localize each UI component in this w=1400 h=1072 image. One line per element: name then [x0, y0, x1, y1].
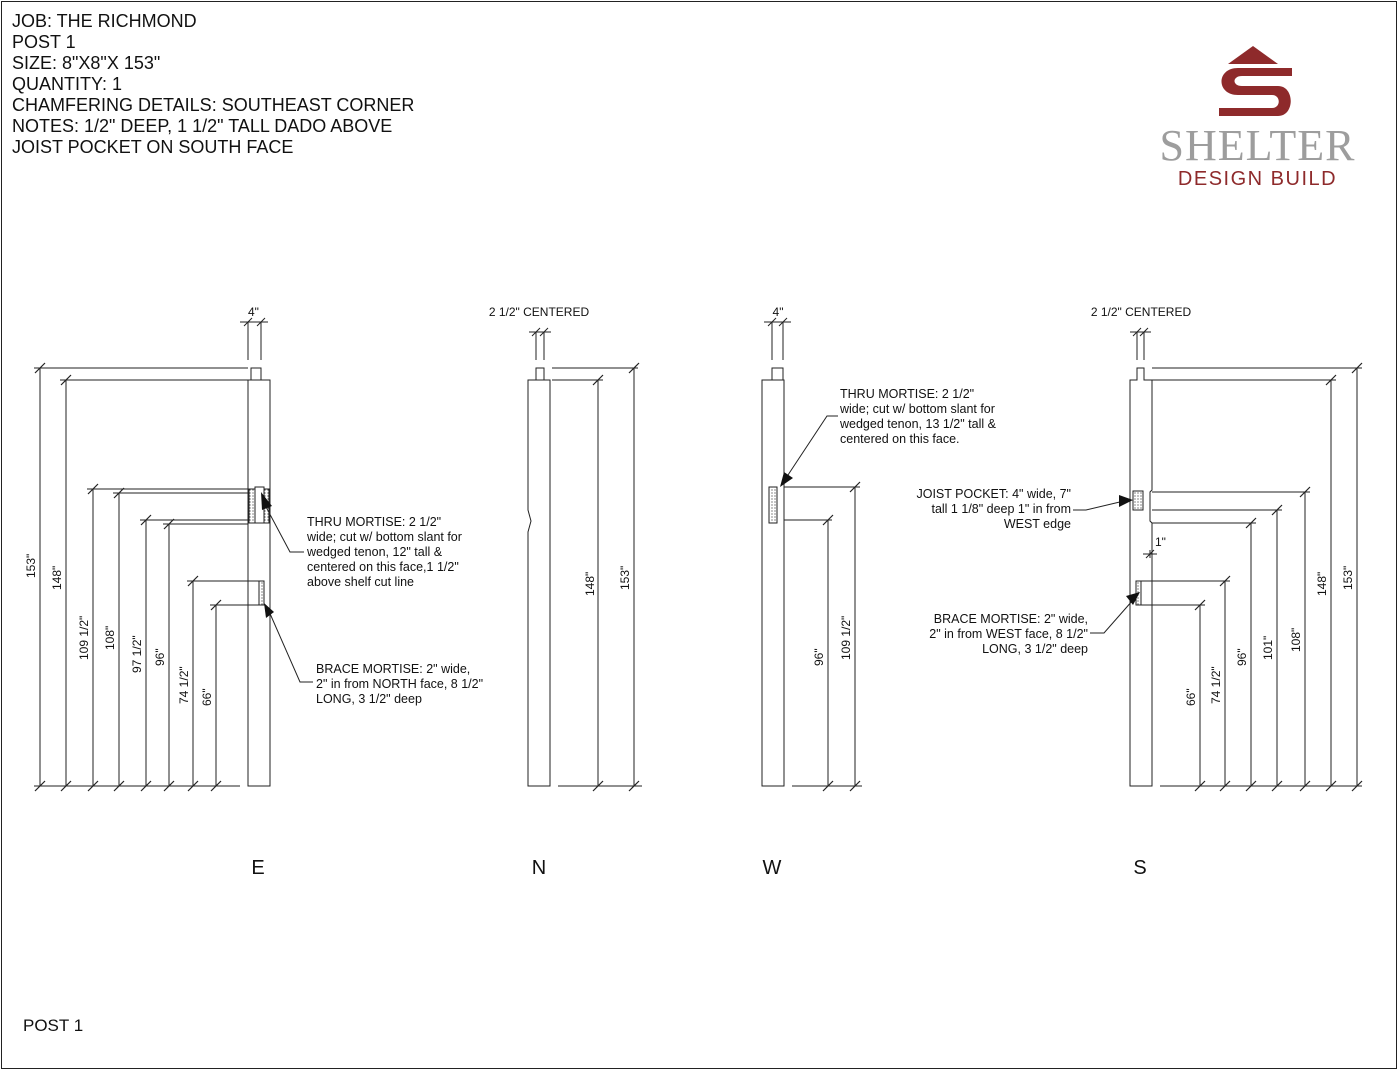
post-size: SIZE: 8"X8"X 153" — [12, 53, 161, 73]
west-post-tenon — [772, 368, 783, 380]
east-dim-148: 148" — [50, 565, 64, 590]
east-top-dim: 4" — [248, 305, 259, 319]
notes-line-1: NOTES: 1/2" DEEP, 1 1/2" TALL DADO ABOVE — [12, 116, 393, 136]
svg-text:LONG, 3 1/2" deep: LONG, 3 1/2" deep — [316, 692, 422, 706]
east-dim-108: 108" — [103, 625, 117, 650]
svg-text:centered on this face.: centered on this face. — [840, 432, 960, 446]
south-dim-96: 96" — [1235, 648, 1249, 666]
svg-text:JOIST POCKET: 4" wide, 7": JOIST POCKET: 4" wide, 7" — [916, 487, 1071, 501]
svg-text:WEST edge: WEST edge — [1003, 517, 1071, 531]
svg-text:wide; cut w/ bottom slant for: wide; cut w/ bottom slant for — [840, 402, 995, 416]
south-dim-66: 66" — [1184, 688, 1198, 706]
north-post-tenon — [536, 368, 544, 380]
view-east — [34, 318, 313, 791]
south-top-dim: 2 1/2" CENTERED — [1090, 305, 1192, 319]
north-dim-153: 153" — [618, 565, 632, 590]
south-joist-pocket — [1133, 491, 1143, 510]
south-dim-1: 1" — [1155, 535, 1166, 549]
chamfer-details: CHAMFERING DETAILS: SOUTHEAST CORNER — [12, 95, 415, 115]
west-note-thru-mortise — [839, 387, 997, 446]
logo-subtitle: DESIGN BUILD — [1177, 168, 1338, 190]
east-post-tenon — [251, 368, 261, 380]
east-note-thru-mortise — [306, 515, 462, 589]
east-dim-97-5: 97 1/2" — [130, 635, 144, 673]
west-dim-labels — [812, 616, 853, 666]
south-dim-153: 153" — [1341, 565, 1355, 590]
svg-text:BRACE MORTISE: 2" wide,: BRACE MORTISE: 2" wide, — [316, 662, 471, 676]
footer-post-label: POST 1 — [23, 1016, 84, 1035]
view-label-west: W — [762, 857, 782, 879]
south-dim-101: 101" — [1261, 635, 1275, 660]
svg-text:LONG, 3 1/2" deep: LONG, 3 1/2" deep — [982, 642, 1088, 656]
svg-text:THRU MORTISE: 2 1/2": THRU MORTISE: 2 1/2" — [307, 515, 442, 529]
west-dim-109-5: 109 1/2" — [839, 615, 853, 660]
logo-wordmark: SHELTER — [1159, 121, 1356, 170]
south-dim-148: 148" — [1315, 571, 1329, 596]
svg-text:wedged tenon, 13 1/2" tall &: wedged tenon, 13 1/2" tall & — [840, 417, 996, 431]
east-brace-mortise — [259, 581, 264, 605]
west-top-dim: 4" — [772, 305, 784, 319]
svg-text:2" in from NORTH face, 8 1/2": 2" in from NORTH face, 8 1/2" — [316, 677, 484, 691]
post-name: POST 1 — [12, 32, 76, 52]
south-dim-108: 108" — [1289, 627, 1303, 652]
north-dim-labels — [583, 566, 632, 596]
view-label-north: N — [531, 857, 547, 879]
south-post-outline — [1130, 368, 1152, 786]
svg-text:wide; cut w/ bottom slant for: wide; cut w/ bottom slant for — [307, 530, 462, 544]
notes-line-2: JOIST POCKET ON SOUTH FACE — [12, 137, 294, 157]
svg-text:THRU MORTISE: 2 1/2": THRU MORTISE: 2 1/2" — [840, 387, 975, 401]
west-dim-96: 96" — [812, 648, 826, 666]
east-dim-153: 153" — [24, 553, 38, 578]
east-dim-109-5: 109 1/2" — [77, 615, 91, 660]
north-dim-148: 148" — [583, 571, 597, 596]
west-post-outline — [762, 380, 784, 786]
svg-text:wedged tenon, 12" tall &: wedged tenon, 12" tall & — [307, 545, 443, 559]
post-quantity: QUANTITY: 1 — [12, 74, 123, 94]
north-top-dim: 2 1/2" CENTERED — [488, 305, 590, 319]
svg-text:above shelf cut line: above shelf cut line — [307, 575, 415, 589]
south-dim-labels — [1184, 566, 1355, 706]
north-post-outline — [528, 380, 550, 786]
view-label-east: E — [251, 857, 265, 879]
south-note-brace-mortise — [929, 612, 1088, 656]
west-thru-mortise — [769, 487, 777, 523]
svg-text:tall 1 1/8" deep 1" in from: tall 1 1/8" deep 1" in from — [931, 502, 1071, 516]
view-south — [1073, 328, 1362, 791]
east-dim-96: 96" — [153, 648, 167, 666]
svg-text:centered on this face,1 1/2": centered on this face,1 1/2" — [307, 560, 459, 574]
view-label-south: S — [1133, 857, 1147, 879]
east-dim-66: 66" — [200, 688, 214, 706]
job-name: JOB: THE RICHMOND — [12, 11, 197, 31]
svg-text:BRACE MORTISE: 2" wide,: BRACE MORTISE: 2" wide, — [933, 612, 1088, 626]
south-note-joist-pocket — [916, 487, 1071, 531]
view-north — [528, 328, 642, 791]
svg-text:2" in from WEST face, 8 1/2": 2" in from WEST face, 8 1/2" — [929, 627, 1088, 641]
east-note-brace-mortise — [316, 662, 483, 706]
east-dim-74-5: 74 1/2" — [177, 666, 191, 704]
south-dim-74-5: 74 1/2" — [1209, 666, 1223, 704]
